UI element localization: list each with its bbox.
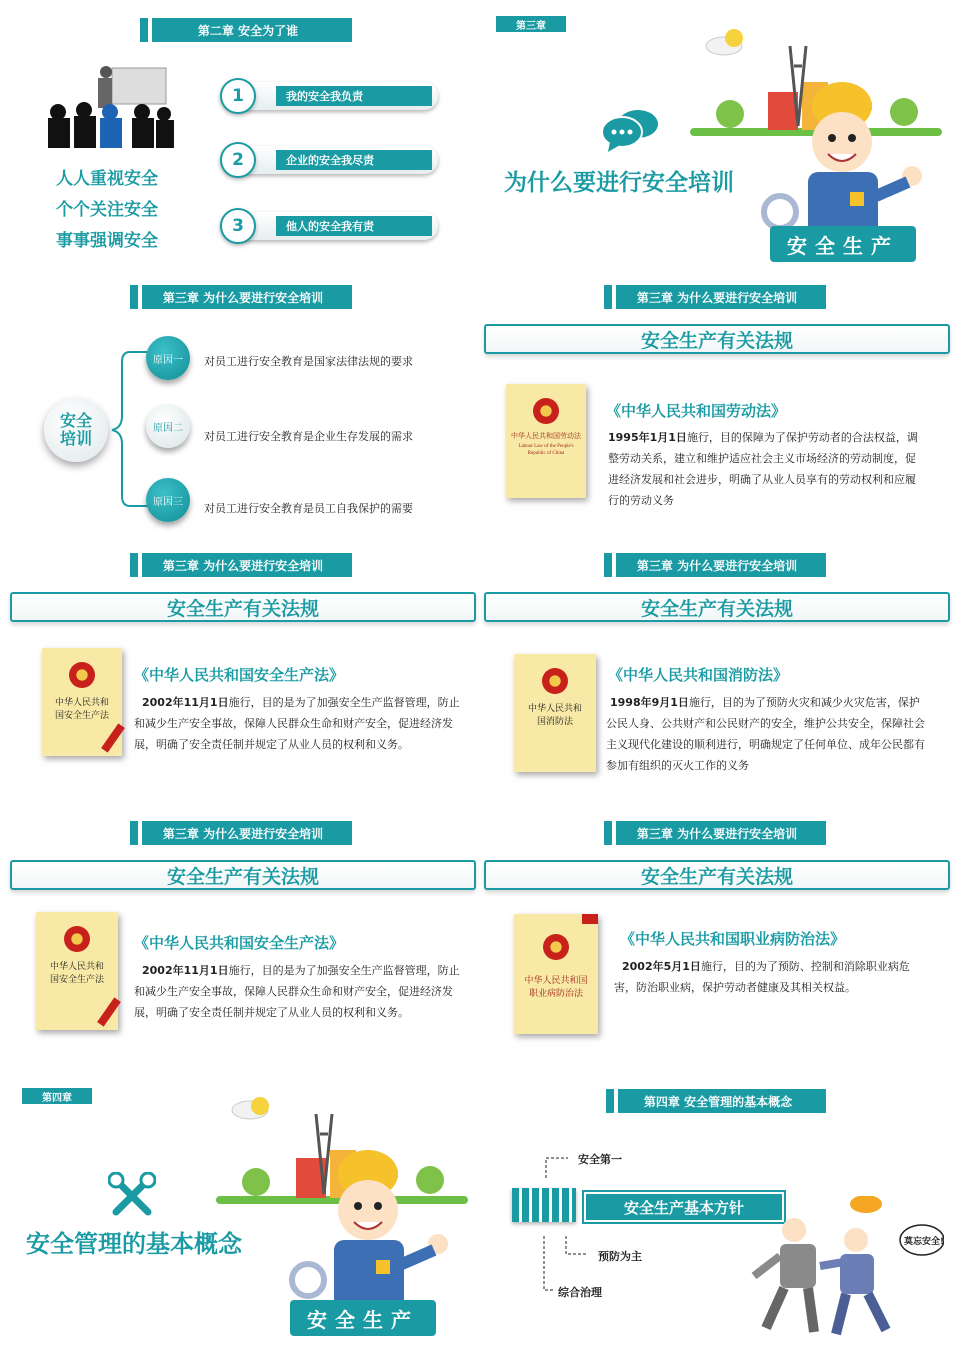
policy-item-2: 预防为主 <box>598 1250 642 1263</box>
policy-item-1: 安全第一 <box>578 1153 622 1166</box>
safety-production-ribbon: 安全生产 <box>290 1300 436 1336</box>
slogan-1: 人人重视安全 <box>56 169 158 189</box>
reason-1-text: 对员工进行安全教育是国家法律法规的要求 <box>204 355 413 368</box>
reason-1-badge: 原因一 <box>146 336 190 380</box>
slogan-list <box>56 164 158 257</box>
law-body: 施行，目的为了预防、控制和消除职业病危害，防治职业病，保护劳动者健康及其相关权益。 <box>614 960 910 994</box>
emblem-icon <box>543 934 569 960</box>
law-book-cover <box>506 384 586 498</box>
law-description <box>608 427 918 511</box>
book-title: 中华人民共和国安全生产法 <box>49 961 104 984</box>
book-title: 中华人民共和国劳动法 <box>511 432 581 440</box>
slide-title: 安全管理的基本概念 <box>26 1230 242 1258</box>
speech-bubble-text: 莫忘安全! <box>904 1237 945 1247</box>
slogan-2: 个个关注安全 <box>56 200 158 220</box>
law-description <box>134 692 462 755</box>
tools-icon <box>108 1172 156 1220</box>
law-title: 《中华人民共和国职业病防治法》 <box>620 930 846 948</box>
audience-illustration <box>48 62 174 148</box>
law-title: 《中华人民共和国安全生产法》 <box>134 934 345 952</box>
reason-2-text: 对员工进行安全教育是企业生存发展的需求 <box>204 430 413 443</box>
item-3-number: 3 <box>220 208 256 244</box>
section-banner: 安全生产有关法规 <box>484 860 950 890</box>
law-date: 1998年9月1日 <box>610 696 689 709</box>
law-description <box>134 960 462 1023</box>
chapter-tag: 第三章 <box>496 16 566 32</box>
law-date: 2002年11月1日 <box>142 964 229 977</box>
book-title: 中华人民共和国职业病防治法 <box>524 975 588 998</box>
law-title: 《中华人民共和国消防法》 <box>608 666 789 684</box>
chapter-header: 第四章 安全管理的基本概念 <box>614 1089 818 1113</box>
chapter-tag: 第四章 <box>22 1088 92 1104</box>
chapter-header: 第三章 为什么要进行安全培训 <box>138 821 344 845</box>
emblem-icon <box>69 662 95 688</box>
stripe-block <box>512 1188 576 1222</box>
connector-lines <box>540 1150 600 1300</box>
item-1-label: 我的安全我负责 <box>276 86 432 106</box>
law-description <box>614 956 914 998</box>
item-2-label: 企业的安全我尽责 <box>276 150 432 170</box>
item-2-number: 2 <box>220 142 256 178</box>
emblem-icon <box>64 926 90 952</box>
policy-center-box: 安全生产基本方针 <box>584 1192 784 1222</box>
reason-3-badge: 原因三 <box>146 478 190 522</box>
cartoon-workers-illustration <box>744 1196 944 1340</box>
corner-tag <box>582 914 598 924</box>
law-body: 施行，目的是为了加强安全生产监督管理，防止和减少生产安全事故，保障人民群众生命和财产安全，促进经济发展，明确了安全责任制并规定了从业人员的权利和义务。 <box>134 964 460 1019</box>
book-subtitle: Labour Law of the People's Republic of China <box>518 444 574 456</box>
law-book-cover <box>514 654 596 772</box>
chat-bubbles-icon <box>600 108 660 152</box>
book-title: 中华人民共和国安全生产法 <box>54 697 109 720</box>
law-body: 施行，目的为了预防火灾和减少火灾危害，保护公民人身、公共财产和公民财产的安全，维护公共安全，保障社会主义现代化建设的顺利进行，明确规定了任何单位、成年公民都有参加有组织的灭火工作的义务 <box>606 696 925 772</box>
chapter-header: 第二章 安全为了谁 <box>148 18 344 42</box>
chapter-header: 第三章 为什么要进行安全培训 <box>612 821 818 845</box>
center-circle <box>44 398 108 462</box>
law-date: 1995年1月1日 <box>608 431 687 444</box>
law-book-cover <box>36 912 118 1030</box>
emblem-icon <box>533 398 559 424</box>
section-banner: 安全生产有关法规 <box>10 592 476 622</box>
law-body: 施行，目的是为了加强安全生产监督管理，防止和减少生产安全事故，保障人民群众生命和财产安全，促进经济发展，明确了安全责任制并规定了从业人员的权利和义务。 <box>134 696 460 751</box>
law-body: 施行，目的保障为了保护劳动者的合法权益，调整劳动关系，建立和维护适应社会主义市场经济的劳动制度，促进经济发展和社会进步，明确了从业人员享有的劳动权利和应履行的劳动义务 <box>608 431 918 507</box>
section-banner: 安全生产有关法规 <box>484 324 950 354</box>
law-book-cover <box>514 914 598 1034</box>
red-sash <box>97 997 121 1026</box>
reason-2-badge: 原因二 <box>146 404 190 448</box>
chapter-header: 第三章 为什么要进行安全培训 <box>612 553 818 577</box>
chapter-header: 第三章 为什么要进行安全培训 <box>612 285 818 309</box>
law-date: 2002年5月1日 <box>622 960 701 973</box>
slogan-3: 事事强调安全 <box>56 231 158 251</box>
red-sash <box>101 723 125 752</box>
law-title: 《中华人民共和国劳动法》 <box>606 402 787 420</box>
policy-item-3: 综合治理 <box>558 1286 602 1299</box>
center-label: 安全培训 <box>59 411 92 448</box>
safety-production-ribbon: 安全生产 <box>770 226 916 262</box>
item-3-label: 他人的安全我有责 <box>276 216 432 236</box>
item-1-number: 1 <box>220 78 256 114</box>
chapter-header: 第三章 为什么要进行安全培训 <box>138 553 344 577</box>
law-description <box>606 692 926 776</box>
chapter-header: 第三章 为什么要进行安全培训 <box>138 285 344 309</box>
law-book-cover <box>42 648 122 756</box>
law-title: 《中华人民共和国安全生产法》 <box>134 666 345 684</box>
book-title: 中华人民共和国消防法 <box>527 703 582 726</box>
section-banner: 安全生产有关法规 <box>10 860 476 890</box>
emblem-icon <box>542 668 568 694</box>
slide-title: 为什么要进行安全培训 <box>504 170 734 196</box>
reason-3-text: 对员工进行安全教育是员工自我保护的需要 <box>204 502 413 515</box>
law-date: 2002年11月1日 <box>142 696 229 709</box>
section-banner: 安全生产有关法规 <box>484 592 950 622</box>
